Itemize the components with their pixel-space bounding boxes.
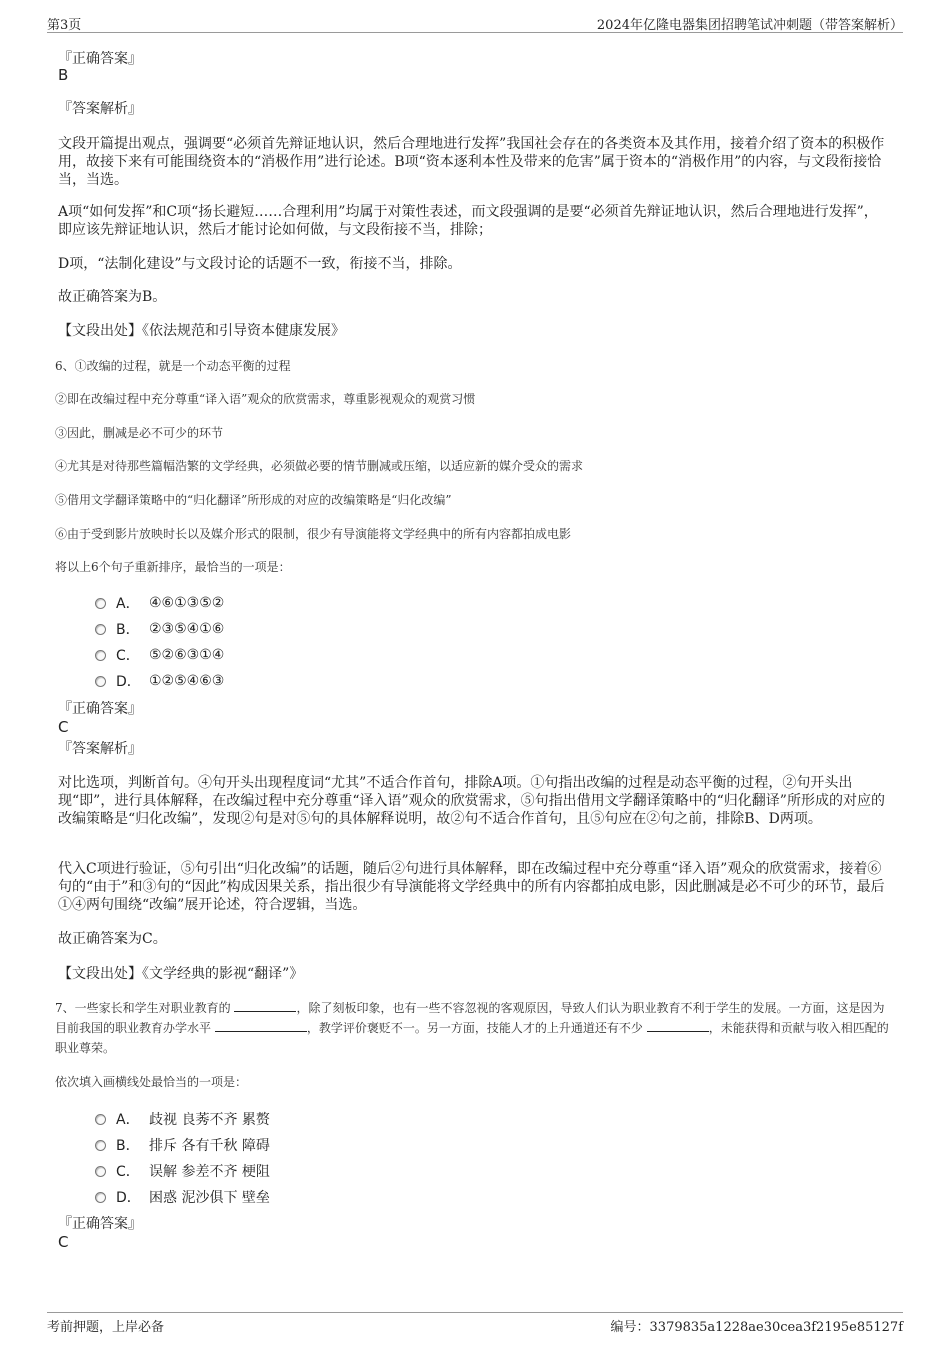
q5-answer-block [58, 50, 888, 320]
q6-conclusion: 故正确答案为C。 [58, 931, 167, 947]
radio-icon[interactable] [95, 1166, 106, 1177]
q7-stem-part-2: ，除了刻板印象，也有一些不容忽视的客观原因，导致人们认为职业教育不利于学生的发展。一方面，这是因为目前我国的职业教育办学水平 [55, 1001, 885, 1035]
q6-analysis-para-1: 对比选项，判断首句。④句开头出现程度词“尤其”不适合作首句，排除A项。①句指出改编的过程是动态平衡的过程，②句开头出现“即”，进行具体解释，在改编过程中充分尊重“译入语”观众的欣赏需求，⑤句指出借用文学翻译策略中的“归化翻译”所形成的对应的改编策略是“归化改编”，发现②句是对⑤句的具体解释说明，故②句不适合作首句，且⑤句应在②句之前，排除B、D两项。 [58, 775, 885, 827]
option-key: C． [116, 1164, 140, 1180]
q5-analysis-para-2: A项“如何发挥”和C项“扬长避短……合理利用”均属于对策性表述，而文段强调的是要“必须首先辩证地认识，然后合理地进行发挥”，即应该先辩证地认识，然后才能讨论如何做，与文段衔接不当，排除； [58, 204, 878, 238]
blank-2 [215, 1019, 307, 1032]
q6-option-b[interactable] [95, 619, 224, 639]
radio-icon[interactable] [95, 1114, 106, 1125]
q5-correct-label: 『正确答案』 [58, 51, 142, 67]
q5-analysis-label: 『答案解析』 [58, 101, 142, 117]
q7-stem-part-4: ，未能获得和贡献与收入相匹配的职业尊荣。 [55, 1021, 889, 1055]
q6-option-d[interactable] [95, 671, 224, 691]
q7-prompt: 依次填入画横线处最恰当的一项是： [55, 1075, 248, 1089]
q5-correct-answer: B [58, 66, 69, 84]
document-title: 2024年亿隆电器集团招聘笔试冲刺题（带答案解析） [596, 18, 903, 33]
footer-slogan: 考前押题，上岸必备 [47, 1320, 165, 1335]
option-key: C． [116, 648, 140, 664]
page-number: 第3页 [47, 18, 82, 33]
q6-option-a[interactable] [95, 593, 224, 613]
q7-option-a[interactable] [95, 1109, 270, 1129]
q6-analysis-label: 『答案解析』 [58, 741, 142, 757]
radio-icon[interactable] [95, 676, 106, 687]
option-text: ⑤②⑥③①④ [149, 647, 225, 663]
q6-sentence-2: ②即在改编过程中充分尊重“译入语”观众的欣赏需求，尊重影视观众的观赏习惯 [55, 392, 476, 406]
document-id: 编号：3379835a1228ae30cea3f2195e85127f [610, 1320, 903, 1335]
q7-option-b[interactable] [95, 1135, 270, 1155]
page-header [47, 10, 903, 33]
option-text: ④⑥①③⑤② [149, 595, 225, 611]
q5-source-text: 【文段出处】《依法规范和引导资本健康发展》 [58, 323, 345, 339]
blank-3 [647, 1019, 709, 1032]
q5-conclusion: 故正确答案为B。 [58, 289, 167, 305]
q6-option-c[interactable] [95, 645, 224, 665]
q7-option-c[interactable] [95, 1161, 270, 1181]
q6-sentence-3: ③因此，删减是必不可少的环节 [55, 426, 224, 440]
blank-1 [234, 999, 296, 1012]
q7-correct-answer: C [58, 1233, 69, 1251]
option-text: 误解 参差不齐 梗阻 [149, 1164, 270, 1180]
option-text: ②③⑤④①⑥ [149, 621, 225, 637]
q6-source [58, 965, 888, 985]
radio-icon[interactable] [95, 624, 106, 635]
q7-stem-part-3: ，教学评价褒贬不一。另一方面，技能人才的上升通道还有不少 [306, 1021, 643, 1035]
option-key: D． [116, 674, 141, 690]
q6-correct-answer: C [58, 718, 69, 736]
q5-source [58, 322, 888, 342]
q6-sentence-5: ⑤借用文学翻译策略中的“归化翻译”所形成的对应的改编策略是“归化改编” [55, 493, 452, 507]
q6-analysis-para-2: 代入C项进行验证，⑤句引出“归化改编”的话题，随后②句进行具体解释，即在改编过程中充分尊重“译入语”观众的欣赏需求，接着⑥句的“由于”和③句的“因此”构成因果关系，指出很少有导演能将文学经典中的所有内容都拍成电影，因此删减是必不可少的环节，最后①④两句围绕“改编”展开论述，符合逻辑，当选。 [58, 861, 885, 913]
q7-answer-block [58, 1215, 888, 1260]
q7-prompt-block [55, 1072, 888, 1092]
q7-stem-text [55, 998, 895, 1058]
option-text: 困惑 泥沙俱下 壁垒 [149, 1190, 270, 1206]
q6-stem [55, 356, 888, 576]
q6-answer-block [58, 700, 888, 990]
option-key: A． [116, 1112, 140, 1128]
q6-correct-label: 『正确答案』 [58, 701, 142, 717]
option-key: A． [116, 596, 140, 612]
option-text: 排斥 各有千秋 障碍 [149, 1138, 270, 1154]
q5-analysis-para-1: 文段开篇提出观点，强调要“必须首先辩证地认识，然后合理地进行发挥”我国社会存在的各类资本及其作用，接着介绍了资本的积极作用，故接下来有可能围绕资本的“消极作用”进行论述。B项“资本逐利本性及带来的危害”属于资本的“消极作用”的内容，与文段衔接恰当，当选。 [58, 136, 885, 188]
option-text: ①②⑤④⑥③ [149, 673, 225, 689]
option-key: B． [116, 1138, 140, 1154]
option-text: 歧视 良莠不齐 累赘 [149, 1112, 270, 1128]
option-key: D． [116, 1190, 141, 1206]
radio-icon[interactable] [95, 1192, 106, 1203]
q6-sentence-6: ⑥由于受到影片放映时长以及媒介形式的限制，很少有导演能将文学经典中的所有内容都拍成电影 [55, 527, 572, 541]
radio-icon[interactable] [95, 1140, 106, 1151]
q7-correct-label: 『正确答案』 [58, 1216, 142, 1232]
radio-icon[interactable] [95, 650, 106, 661]
radio-icon[interactable] [95, 598, 106, 609]
q6-sentence-4: ④尤其是对待那些篇幅浩繁的文学经典，必须做必要的情节删减或压缩，以适应新的媒介受众的需求 [55, 459, 584, 473]
q6-source-text: 【文段出处】《文学经典的影视“翻译”》 [58, 966, 304, 982]
q7-stem-part-1: 7、一些家长和学生对职业教育的 [55, 1001, 231, 1015]
q7-stem [55, 998, 895, 1060]
q5-analysis-para-3: D项，“法制化建设”与文段讨论的话题不一致，衔接不当，排除。 [58, 256, 462, 272]
q6-sentence-1: 6、①改编的过程，就是一个动态平衡的过程 [55, 359, 291, 373]
q6-prompt: 将以上6个句子重新排序，最恰当的一项是： [55, 560, 291, 574]
q7-option-d[interactable] [95, 1187, 270, 1207]
page-footer [47, 1312, 903, 1337]
option-key: B． [116, 622, 140, 638]
